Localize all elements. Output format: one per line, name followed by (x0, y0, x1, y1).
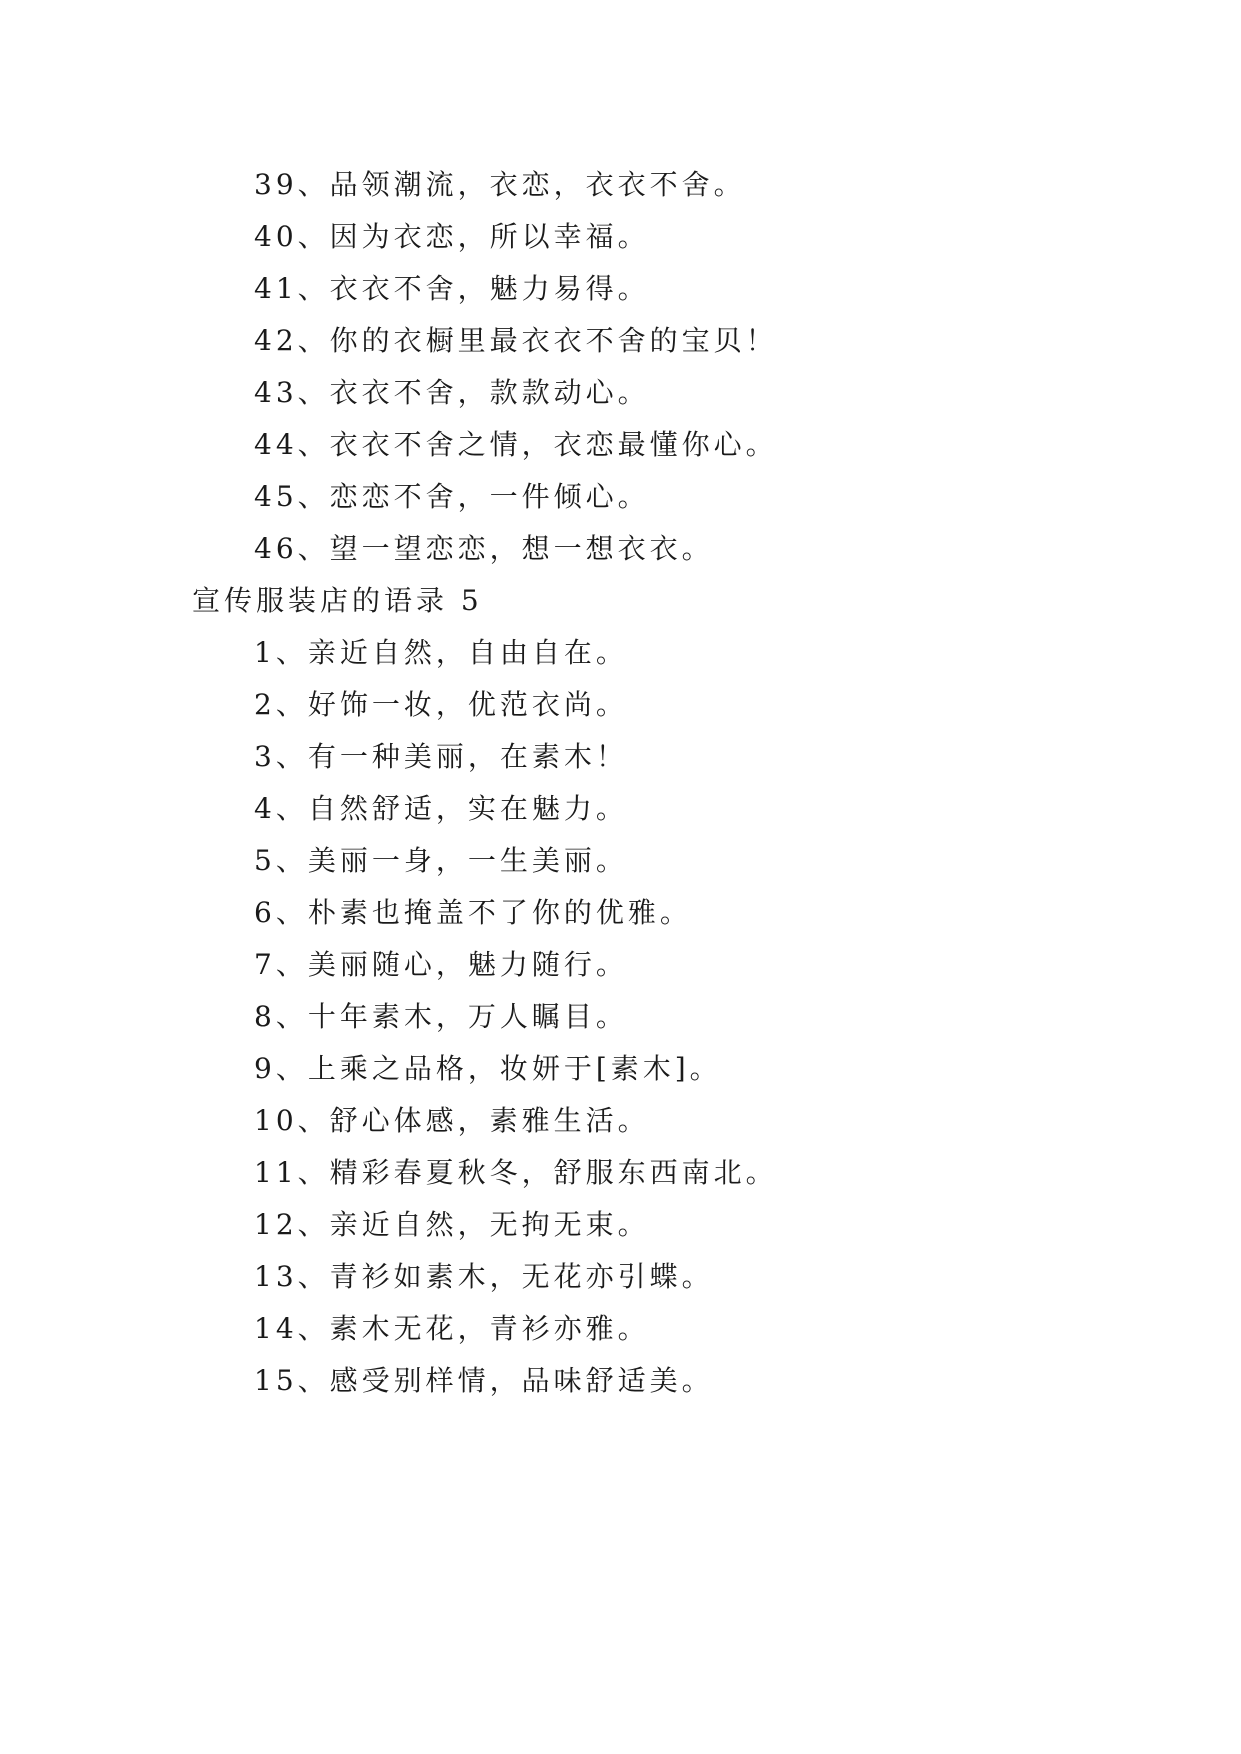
list-item: 1、亲近自然，自由自在。 (254, 636, 628, 669)
list-item: 10、舒心体感，素雅生活。 (254, 1104, 650, 1137)
list-item: 11、精彩春夏秋冬，舒服东西南北。 (254, 1156, 778, 1189)
list-item: 39、品领潮流，衣恋，衣衣不舍。 (254, 168, 746, 201)
list-item: 4、自然舒适，实在魅力。 (254, 792, 628, 825)
list-item: 2、好饰一妆，优范衣尚。 (254, 688, 628, 721)
section-heading: 宣传服装店的语录 5 (192, 584, 483, 617)
list-item: 45、恋恋不舍，一件倾心。 (254, 480, 650, 513)
list-item: 8、十年素木，万人瞩目。 (254, 1000, 628, 1033)
list-item: 40、因为衣恋，所以幸福。 (254, 220, 650, 253)
list-item: 5、美丽一身，一生美丽。 (254, 844, 628, 877)
list-item: 6、朴素也掩盖不了你的优雅。 (254, 896, 692, 929)
list-item: 13、青衫如素木，无花亦引蝶。 (254, 1260, 714, 1293)
list-item: 9、上乘之品格，妆妍于[素木]。 (254, 1052, 722, 1085)
list-item: 44、衣衣不舍之情，衣恋最懂你心。 (254, 428, 778, 461)
list-item: 42、你的衣橱里最衣衣不舍的宝贝！ (254, 324, 778, 357)
list-item: 41、衣衣不舍，魅力易得。 (254, 272, 650, 305)
list-item: 3、有一种美丽，在素木！ (254, 740, 628, 773)
list-item: 14、素木无花，青衫亦雅。 (254, 1312, 650, 1345)
list-item: 46、望一望恋恋，想一想衣衣。 (254, 532, 714, 565)
list-item: 7、美丽随心，魅力随行。 (254, 948, 628, 981)
list-item: 12、亲近自然，无拘无束。 (254, 1208, 650, 1241)
list-item: 15、感受别样情，品味舒适美。 (254, 1364, 714, 1397)
list-item: 43、衣衣不舍，款款动心。 (254, 376, 650, 409)
